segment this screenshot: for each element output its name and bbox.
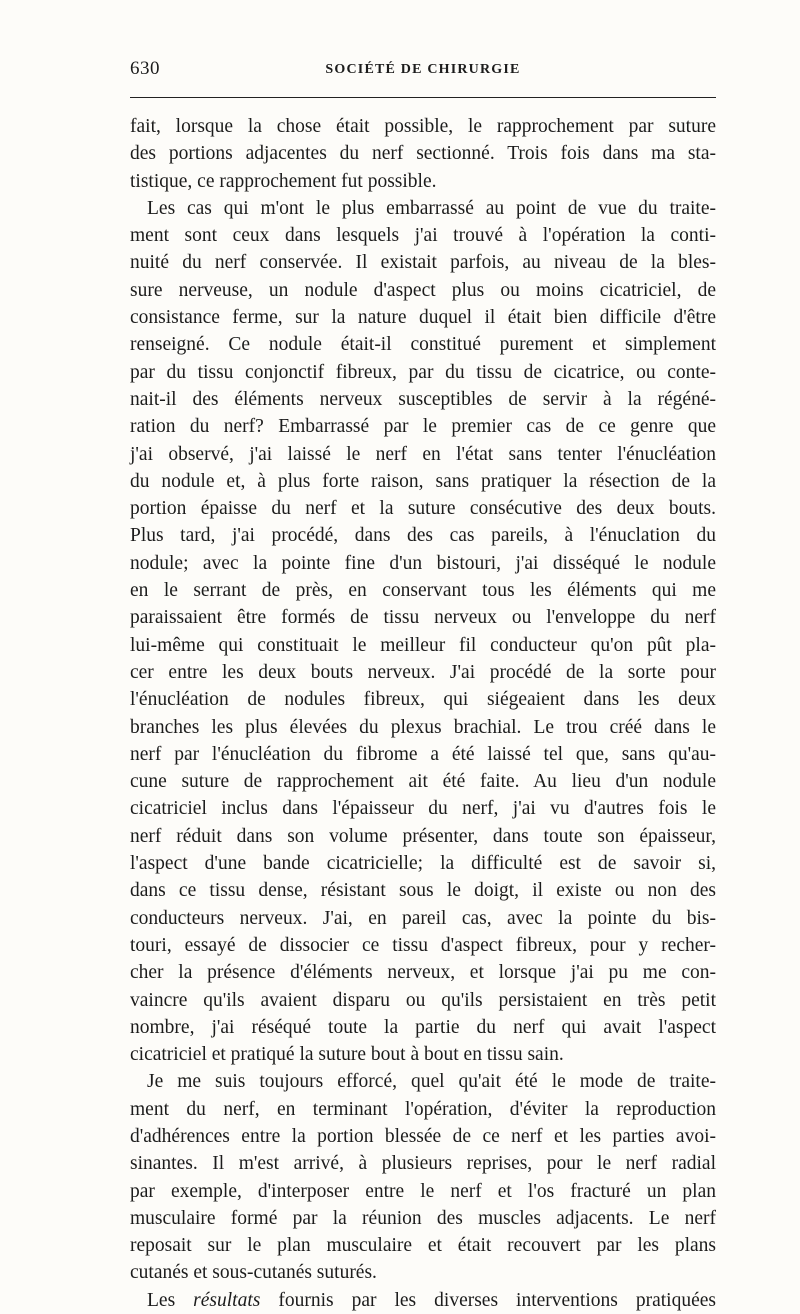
text-line: cher la présence d'éléments nerveux, et lorsque j'ai pu me con-: [130, 962, 716, 984]
text-line: nombre, j'ai réséqué toute la partie du nerf qui avait l'aspect: [130, 1016, 716, 1038]
text-line: par du tissu conjonctif fibreux, par du tissu de cicatrice, ou conte-: [130, 361, 716, 383]
text-line: touri, essayé de dissocier ce tissu d'aspect fibreux, pour y recher-: [130, 934, 716, 956]
text-line: fait, lorsque la chose était possible, le rapprochement par suture: [130, 116, 716, 137]
text-line: dans ce tissu dense, résistant sous le doigt, il existe ou non des: [130, 880, 716, 902]
text-line: cer entre les deux bouts nerveux. J'ai procédé de la sorte pour: [130, 661, 716, 683]
text-line: ment sont ceux dans lesquels j'ai trouvé à l'opération la conti-: [130, 225, 716, 247]
text-line: l'aspect d'une bande cicatricielle; la difficulté est de savoir si,: [130, 853, 716, 875]
text-line: portion épaisse du nerf et la suture consécutive des deux bouts.: [130, 498, 716, 520]
text-line: Plus tard, j'ai procédé, dans des cas pareils, à l'énuclation du: [130, 525, 716, 547]
header-rule: [130, 97, 716, 98]
text-line: cicatriciel inclus dans l'épaisseur du nerf, j'ai vu d'autres fois le: [130, 798, 716, 820]
text-line: lui-même qui constituait le meilleur fil conducteur qu'on pût pla-: [130, 634, 716, 656]
text-line: par exemple, d'interposer entre le nerf et l'os fracturé un plan: [130, 1180, 716, 1202]
text-line: sure nerveuse, un nodule d'aspect plus ou moins cicatriciel, de: [130, 279, 716, 301]
text-line: nerf réduit dans son volume présenter, dans toute son épaisseur,: [130, 825, 716, 847]
text-line: du nodule et, à plus forte raison, sans pratiquer la résection de la: [130, 470, 716, 492]
page-number: 630: [130, 58, 160, 79]
text-line: cune suture de rapprochement ait été faite. Au lieu d'un nodule: [130, 771, 716, 793]
text-line: conducteurs nerveux. J'ai, en pareil cas, avec la pointe du bis-: [130, 907, 716, 929]
text-span: Les: [147, 1289, 194, 1311]
text-line: l'énucléation de nodules fibreux, qui siégeaient dans les deux: [130, 689, 716, 711]
text-line: ration du nerf? Embarrassé par le premier cas de ce genre que: [130, 416, 716, 438]
text-line: des portions adjacentes du nerf sectionné. Trois fois dans ma sta-: [130, 143, 716, 165]
text-span: fournis par les diverses interventions pratiquées: [260, 1289, 716, 1311]
text-line: tistique, ce rapprochement fut possible.: [130, 170, 437, 192]
page-header: [130, 58, 716, 88]
text-line: consistance ferme, sur la nature duquel il était bien difficile d'être: [130, 307, 716, 329]
text-line: ment du nerf, en terminant l'opération, d'éviter la reproduction: [130, 1098, 716, 1120]
text-line: nerf par l'énucléation du fibrome a été laissé tel que, sans qu'au-: [130, 743, 716, 765]
text-line: nuité du nerf conservée. Il existait parfois, au niveau de la bles-: [130, 252, 716, 274]
text-line: cutanés et sous-cutanés suturés.: [130, 1262, 377, 1284]
text-line-last: [130, 1287, 716, 1314]
text-line: vaincre qu'ils avaient disparu ou qu'ils persistaient en très petit: [130, 989, 716, 1011]
italic-term: résultats: [193, 1289, 261, 1311]
text-line: Je me suis toujours efforcé, quel qu'ait été le mode de traite-: [147, 1071, 716, 1093]
text-line: j'ai observé, j'ai laissé le nerf en l'état sans tenter l'énucléation: [130, 443, 716, 465]
text-line: nait-il des éléments nerveux susceptibles de servir à la régéné-: [130, 388, 716, 410]
text-line: d'adhérences entre la portion blessée de ce nerf et les parties avoi-: [130, 1125, 716, 1147]
body-text: [130, 113, 716, 1314]
text-line: musculaire formé par la réunion des muscles adjacents. Le nerf: [130, 1207, 716, 1229]
text-line: paraissaient être formés de tissu nerveux ou l'enveloppe du nerf: [130, 607, 716, 629]
text-line: en le serrant de près, en conservant tous les éléments qui me: [130, 580, 716, 602]
text-line: cicatriciel et pratiqué la suture bout à bout en tissu sain.: [130, 1044, 564, 1066]
text-line: reposait sur le plan musculaire et était recouvert par les plans: [130, 1235, 716, 1257]
running-title: SOCIÉTÉ DE CHIRURGIE: [325, 62, 521, 77]
text-line: nodule; avec la pointe fine d'un bistouri, j'ai disséqué le nodule: [130, 552, 716, 574]
text-line: sinantes. Il m'est arrivé, à plusieurs reprises, pour le nerf radial: [130, 1153, 716, 1175]
text-line: branches les plus élevées du plexus brachial. Le trou créé dans le: [130, 716, 716, 738]
text-line: renseigné. Ce nodule était-il constitué purement et simplement: [130, 334, 716, 356]
text-line: Les cas qui m'ont le plus embarrassé au point de vue du traite-: [147, 197, 716, 219]
